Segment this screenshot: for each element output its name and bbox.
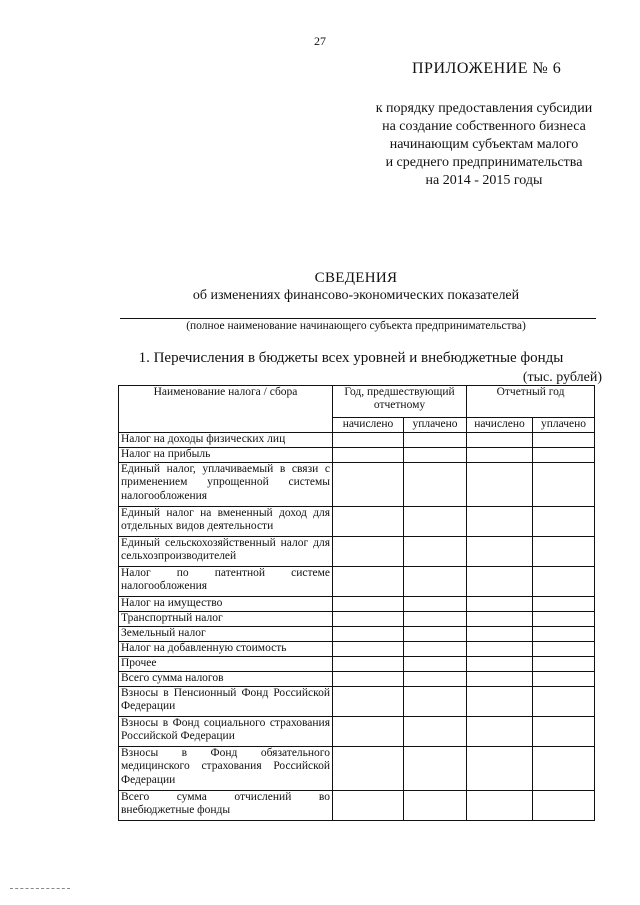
report-accrued-cell[interactable]: [467, 642, 533, 657]
tax-name-cell: Налог на имущество: [119, 597, 333, 612]
report-paid-cell[interactable]: [533, 537, 595, 567]
report-accrued-cell[interactable]: [467, 448, 533, 463]
prev-paid-cell[interactable]: [404, 507, 467, 537]
report-accrued-cell[interactable]: [467, 612, 533, 627]
entity-name-caption: (полное наименование начинающего субъекта предпринимательства): [186, 320, 526, 332]
prev-paid-cell[interactable]: [404, 463, 467, 507]
table-row: [119, 627, 595, 642]
table-row: [119, 537, 595, 567]
table-row: [119, 747, 595, 791]
prev-paid-cell[interactable]: [404, 747, 467, 791]
appendix-line: начинающим субъектам малого: [389, 137, 579, 152]
report-paid-cell[interactable]: [533, 672, 595, 687]
tax-name-cell: Единый налог на вмененный доход для отдельных видов деятельности: [119, 507, 333, 537]
report-accrued-cell[interactable]: [467, 433, 533, 448]
tax-name-cell: Взносы в Пенсионный Фонд Российской Федерации: [119, 687, 333, 717]
prev-paid-cell[interactable]: [404, 687, 467, 717]
header-reporting-year: Отчетный год: [467, 386, 595, 418]
prev-accrued-cell[interactable]: [333, 657, 404, 672]
tax-name-cell: Взносы в Фонд обязательного медицинского страхования Российской Федерации: [119, 747, 333, 791]
table-row: [119, 717, 595, 747]
prev-accrued-cell[interactable]: [333, 612, 404, 627]
report-paid-cell[interactable]: [533, 567, 595, 597]
tax-name-cell: Налог на прибыль: [119, 448, 333, 463]
report-paid-cell[interactable]: [533, 507, 595, 537]
tax-name-cell: Налог по патентной системе налогообложения: [119, 567, 333, 597]
appendix-subtitle: [352, 100, 616, 190]
tax-name-cell: Прочее: [119, 657, 333, 672]
prev-accrued-cell[interactable]: [333, 791, 404, 821]
prev-paid-cell[interactable]: [404, 597, 467, 612]
tax-name-cell: Всего сумма отчислений во внебюджетные фонды: [119, 791, 333, 821]
prev-accrued-cell[interactable]: [333, 672, 404, 687]
prev-paid-cell[interactable]: [404, 791, 467, 821]
report-paid-cell[interactable]: [533, 717, 595, 747]
report-paid-cell[interactable]: [533, 747, 595, 791]
units-label: (тыс. рублей): [522, 370, 602, 385]
header-prev-paid: уплачено: [404, 418, 467, 433]
prev-accrued-cell[interactable]: [333, 433, 404, 448]
table-row: [119, 687, 595, 717]
header-prev-accrued: начислено: [333, 418, 404, 433]
report-paid-cell[interactable]: [533, 791, 595, 821]
table-row: [119, 463, 595, 507]
report-accrued-cell[interactable]: [467, 463, 533, 507]
report-accrued-cell[interactable]: [467, 717, 533, 747]
prev-paid-cell[interactable]: [404, 448, 467, 463]
prev-accrued-cell[interactable]: [333, 687, 404, 717]
report-accrued-cell[interactable]: [467, 627, 533, 642]
prev-paid-cell[interactable]: [404, 537, 467, 567]
prev-paid-cell[interactable]: [404, 657, 467, 672]
report-accrued-cell[interactable]: [467, 657, 533, 672]
prev-accrued-cell[interactable]: [333, 597, 404, 612]
prev-paid-cell[interactable]: [404, 627, 467, 642]
prev-accrued-cell[interactable]: [333, 747, 404, 791]
report-accrued-cell[interactable]: [467, 537, 533, 567]
report-paid-cell[interactable]: [533, 433, 595, 448]
tax-name-cell: Налог на доходы физических лиц: [119, 433, 333, 448]
page-number: 27: [314, 34, 326, 48]
appendix-line: и среднего предпринимательства: [385, 155, 583, 170]
prev-paid-cell[interactable]: [404, 672, 467, 687]
entity-name-line[interactable]: [120, 318, 596, 319]
tax-table: [118, 385, 595, 821]
report-accrued-cell[interactable]: [467, 747, 533, 791]
header-tax-name: Наименование налога / сбора: [119, 386, 333, 433]
document-subtitle: об изменениях финансово-экономических показателей: [192, 288, 520, 303]
prev-accrued-cell[interactable]: [333, 567, 404, 597]
report-accrued-cell[interactable]: [467, 507, 533, 537]
report-accrued-cell[interactable]: [467, 597, 533, 612]
report-paid-cell[interactable]: [533, 463, 595, 507]
header-report-accrued: начислено: [467, 418, 533, 433]
table-row: [119, 567, 595, 597]
tax-name-cell: Единый налог, уплачиваемый в связи с применением упрощенной системы налогообложения: [119, 463, 333, 507]
prev-accrued-cell[interactable]: [333, 507, 404, 537]
prev-accrued-cell[interactable]: [333, 463, 404, 507]
table-row: [119, 672, 595, 687]
tax-name-cell: Единый сельскохозяйственный налог для сельхозпроизводителей: [119, 537, 333, 567]
prev-accrued-cell[interactable]: [333, 717, 404, 747]
prev-accrued-cell[interactable]: [333, 448, 404, 463]
table-row: [119, 597, 595, 612]
report-paid-cell[interactable]: [533, 627, 595, 642]
report-accrued-cell[interactable]: [467, 687, 533, 717]
table-row: [119, 448, 595, 463]
report-paid-cell[interactable]: [533, 597, 595, 612]
appendix-title: ПРИЛОЖЕНИЕ № 6: [412, 60, 562, 77]
report-accrued-cell[interactable]: [467, 672, 533, 687]
prev-paid-cell[interactable]: [404, 717, 467, 747]
tax-name-cell: Налог на добавленную стоимость: [119, 642, 333, 657]
tax-name-cell: Транспортный налог: [119, 612, 333, 627]
report-paid-cell[interactable]: [533, 642, 595, 657]
table-row: [119, 791, 595, 821]
table-row: [119, 642, 595, 657]
prev-accrued-cell[interactable]: [333, 642, 404, 657]
table-row: [119, 507, 595, 537]
tax-name-cell: Всего сумма налогов: [119, 672, 333, 687]
document-title: СВЕДЕНИЯ: [314, 270, 398, 286]
prev-paid-cell[interactable]: [404, 642, 467, 657]
report-accrued-cell[interactable]: [467, 791, 533, 821]
appendix-line: на 2014 - 2015 годы: [425, 173, 543, 188]
prev-accrued-cell[interactable]: [333, 627, 404, 642]
prev-paid-cell[interactable]: [404, 433, 467, 448]
header-report-paid: уплачено: [533, 418, 595, 433]
report-paid-cell[interactable]: [533, 657, 595, 672]
prev-paid-cell[interactable]: [404, 612, 467, 627]
tax-name-cell: Взносы в Фонд социального страхования Российской Федерации: [119, 717, 333, 747]
scan-artifact-divider: [10, 888, 70, 889]
header-previous-year: Год, предшествующий отчетному: [333, 386, 467, 418]
table-row: [119, 657, 595, 672]
table-row: [119, 433, 595, 448]
section-title: 1. Перечисления в бюджеты всех уровней и внебюджетные фонды: [138, 350, 564, 366]
tax-name-cell: Земельный налог: [119, 627, 333, 642]
report-accrued-cell[interactable]: [467, 567, 533, 597]
table-row: [119, 612, 595, 627]
report-paid-cell[interactable]: [533, 687, 595, 717]
report-paid-cell[interactable]: [533, 448, 595, 463]
appendix-line: к порядку предоставления субсидии: [375, 101, 593, 116]
prev-accrued-cell[interactable]: [333, 537, 404, 567]
appendix-line: на создание собственного бизнеса: [382, 119, 586, 134]
report-paid-cell[interactable]: [533, 612, 595, 627]
prev-paid-cell[interactable]: [404, 567, 467, 597]
